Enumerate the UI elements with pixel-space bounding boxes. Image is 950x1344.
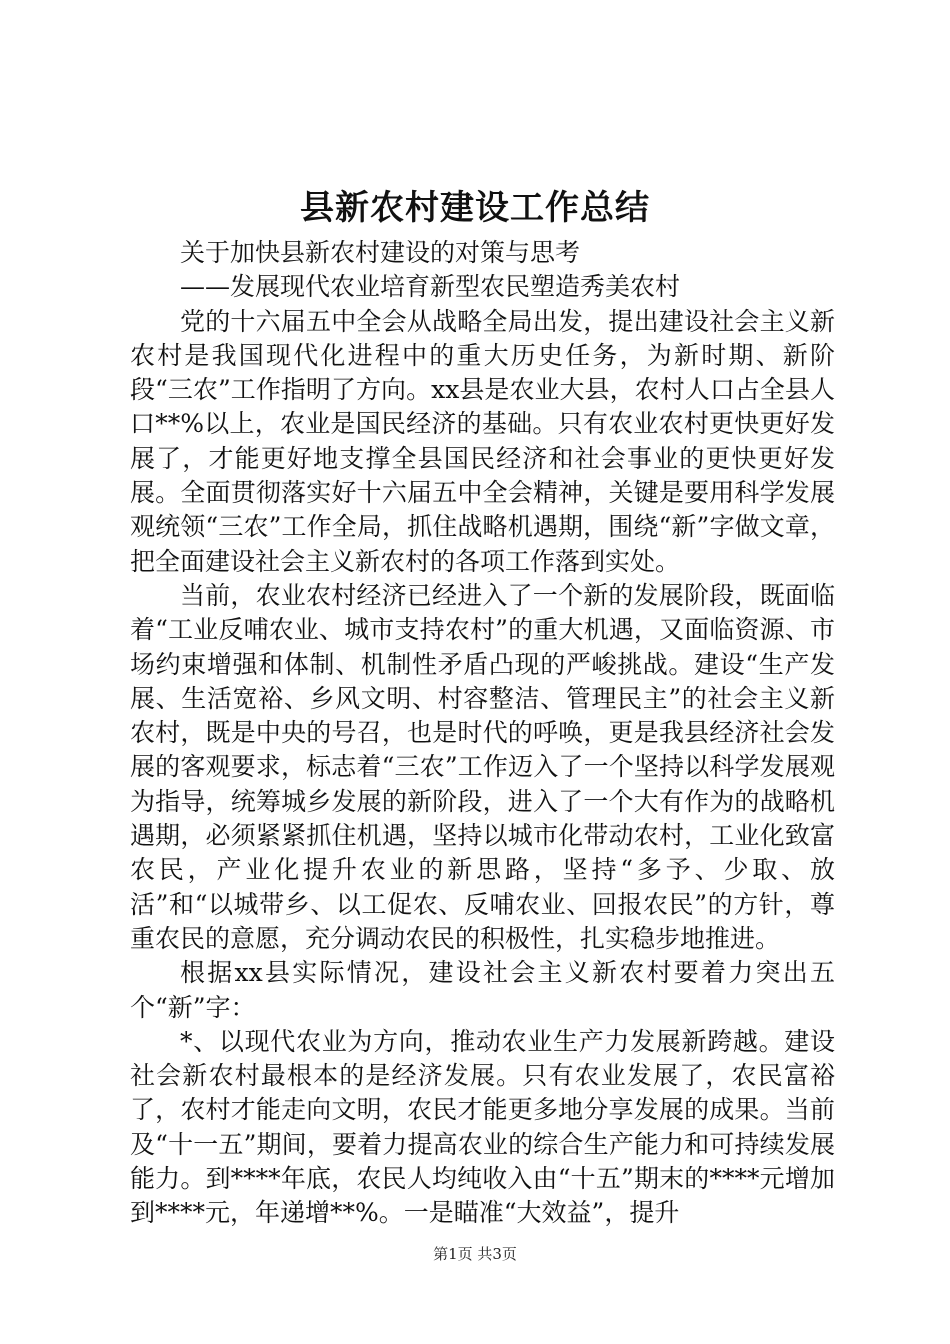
subtitle-line-1: 关于加快县新农村建设的对策与思考 bbox=[180, 238, 581, 267]
page-number-footer: 第1页 共3页 bbox=[433, 1245, 517, 1263]
paragraph-3: 根据xx县实际情况，建设社会主义新农村要着力突出五个“新”字： bbox=[130, 958, 835, 1022]
paragraph-2: 当前，农业农村经济已经进入了一个新的发展阶段，既面临着“工业反哺农业、城市支持农村”的重大机遇，又面临资源、市场约束增强和体制、机制性矛盾凸现的严峻挑战。建设“生产发展、生活宽裕、乡风文明、村容整洁、管理民主”的社会主义新农村，既是中央的号召，也是时代的呼唤，更是我县经济社会发展的客观要求，标志着“三农”工作迈入了一个坚持以科学发展观为指导，统筹城乡发展的新阶段，进入了一个大有作为的战略机遇期，必须紧紧抓住机遇，坚持以城市化带动农村，工业化致富农民，产业化提升农业的新思路，坚持“多予、少取、放活”和“以城带乡、以工促农、反哺农业、回报农民”的方针，尊重农民的意愿，充分调动农民的积极性，扎实稳步地推进。 bbox=[130, 580, 835, 953]
subtitle-line-2: ——发展现代农业培育新型农民塑造秀美农村 bbox=[180, 272, 681, 302]
document-title: 县新农村建设工作总结 bbox=[300, 188, 650, 228]
paragraph-4: *、以现代农业为方向，推动农业生产力发展新跨越。建设社会新农村最根本的是经济发展。只有农业发展了，农民富裕了，农村才能走向文明，农民才能更多地分享发展的成果。当前及“十一五”期间，要着力提高农业的综合生产能力和可持续发展能力。到****年底，农民人均纯收入由“十五”期末的****元增加到****元，年递增**%。一是瞄准“大效益”，提升 bbox=[130, 1026, 835, 1228]
document-body bbox=[130, 236, 835, 1231]
paragraph-1: 党的十六届五中全会从战略全局出发，提出建设社会主义新农村是我国现代化进程中的重大历史任务，为新时期、新阶段“三农”工作指明了方向。xx县是农业大县，农村人口占全县人口**%以上，农业是国民经济的基础。只有农业农村更快更好发展了，才能更好地支撑全县国民经济和社会事业的更快更好发展。全面贯彻落实好十六届五中全会精神，关键是要用科学发展观统领“三农”工作全局，抓住战略机遇期，围绕“新”字做文章，把全面建设社会主义新农村的各项工作落到实处。 bbox=[130, 306, 835, 576]
